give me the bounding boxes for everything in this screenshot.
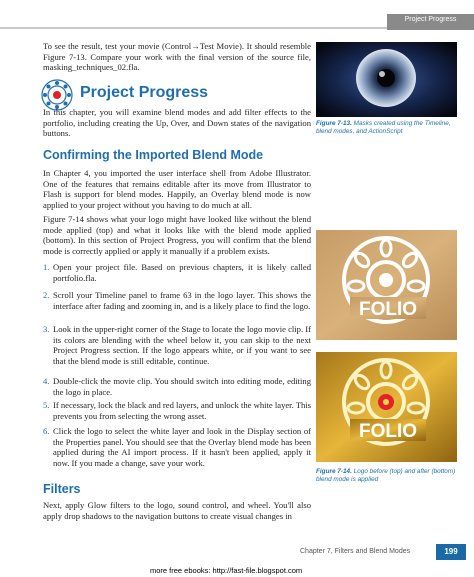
step-4 (43, 376, 311, 398)
confirming-paragraph-1: In Chapter 4, you imported the user interface shell from Adobe Illustrator. One of the features that remains editable after its move from Illustrator to Flash is support for blend modes. Happily, an Overlay blend mode is now applied to your project without you having to do much at all. (43, 168, 311, 210)
step-number: 5. (43, 400, 50, 410)
step-number: 3. (43, 324, 50, 334)
figure-7-14-caption (316, 468, 466, 484)
step-number: 2. (43, 290, 50, 300)
section-title: Project Progress (404, 16, 457, 23)
figure-7-13-image (316, 42, 457, 117)
step-text: Look in the upper-right corner of the Stage to locate the logo movie clip. If its colors are blending with the wheel below it, you can skip to the next Project Progress section. If the logo appears white, or if you want to see that the blend mode is still editable, continue. (53, 324, 311, 366)
step-number: 4. (43, 376, 50, 386)
intro-paragraph: To see the result, test your movie (Control→Test Movie). It should resemble Figure 7-13. Compare your work with the final version of the source file, masking_techniques_02.fla. (43, 41, 311, 73)
step-text: Scroll your Timeline panel to frame 63 in the logo layer. This shows the interface after fading and zooming in, and is a likely place to find the logo. (53, 290, 311, 311)
filters-heading: Filters (43, 482, 81, 496)
project-progress-paragraph: In this chapter, you will examine blend modes and add filter effects to the portfolio, including creating the Up, Over, and Down states of the navigation buttons. (43, 107, 311, 139)
figure-label: Figure 7-14. (316, 468, 352, 475)
caption-text: Logo before (top) and after (bottom) blend mode is applied (316, 468, 456, 483)
step-3 (43, 324, 311, 368)
filters-paragraph: Next, apply Glow filters to the logo, sound control, and wheel. You'll also apply drop shadows to the navigation buttons to create visual changes in (43, 500, 311, 521)
ebook-link[interactable]: more free ebooks: http://fast-file.blogspot.com (150, 566, 303, 575)
step-number: 1. (43, 262, 50, 272)
step-text: Double-click the movie clip. You should switch into editing mode, editing the logo in place. (53, 376, 311, 397)
step-6 (43, 426, 311, 470)
step-1 (43, 262, 311, 284)
page-number: 199 (436, 544, 466, 560)
footer-chapter: Chapter 7, Filters and Blend Modes (300, 548, 411, 555)
figure-label: Figure 7-13. (316, 120, 352, 127)
step-text: If necessary, lock the black and red layers, and unlock the white layer. This prevents you from selecting the wrong asset. (53, 400, 311, 421)
figure-7-14-image (316, 230, 457, 462)
caption-text: Masks created using the Timeline, blend modes, and ActionScript (316, 120, 451, 135)
confirming-paragraph-2: Figure 7-14 shows what your logo might have looked like without the blend mode applied (top) and what it looks like with the blend mode applied (bottom). In this section of Project Progress, you will confirm that the blend mode is correctly applied or apply it manually if a problem exists. (43, 214, 311, 256)
logo-text-before: FOLIO (358, 299, 418, 320)
step-5 (43, 400, 311, 422)
step-text: Click the logo to select the white layer and look in the Display section of the Properties panel. You should see that the Overlay blend mode has been applied during the AI import process. If it hasn't been applied, apply it now. If you made a change, save your work. (53, 426, 311, 468)
confirming-heading: Confirming the Imported Blend Mode (43, 148, 264, 162)
logo-text-after: FOLIO (358, 421, 418, 442)
project-progress-heading: Project Progress (80, 84, 209, 101)
step-text: Open your project file. Based on previous chapters, it is likely called portfolio.fla. (53, 262, 311, 283)
figure-7-13-caption (316, 120, 466, 136)
step-2 (43, 290, 311, 324)
step-number: 6. (43, 426, 50, 436)
